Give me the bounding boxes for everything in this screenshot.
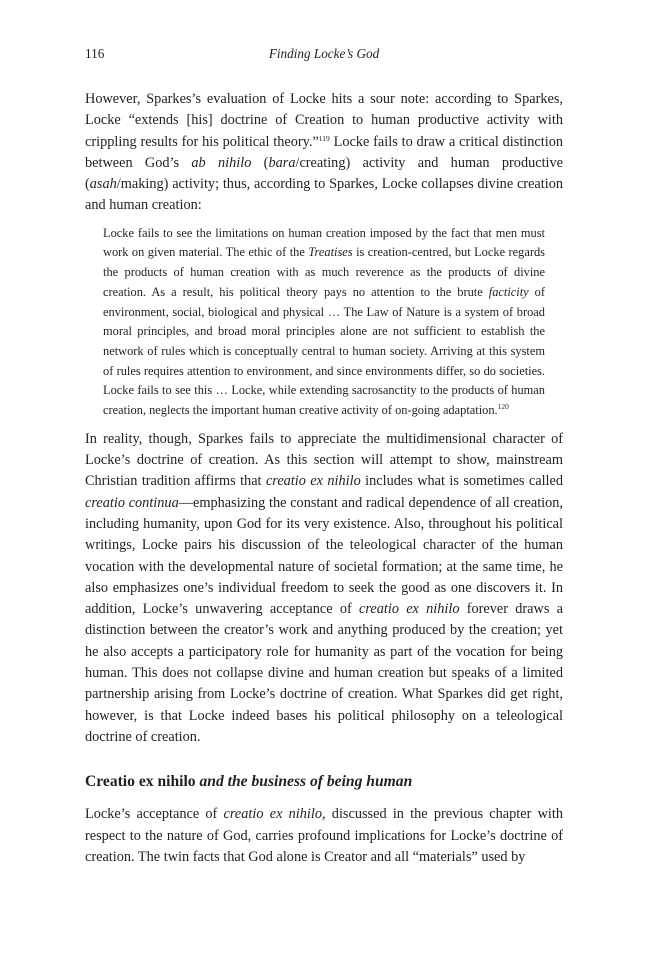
italic-term: asah — [89, 176, 117, 193]
italic-term: creatio ex nihilo — [359, 601, 460, 618]
paragraph-2 — [85, 429, 563, 748]
page-number: 116 — [85, 46, 105, 61]
footnote-ref-120[interactable]: 120 — [497, 402, 509, 412]
text-run: , discussed in the previous chapter with respect to the nature of God, carries profound implications for Locke’s doctrine of creation. The twin facts that God alone is Creator and all “materials” used by — [85, 806, 564, 865]
heading-roman: Creatio ex nihilo — [85, 773, 196, 791]
text-run: forever draws a distinction between the creator’s work and anything produced by the creation; yet he also accepts a participatory role for humanity as part of the vocation for being human. This does not collapse divine and human creation but speaks of a limited partnership arising from Locke’s doctrine of creation. What Sparkes did get right, however, is that Locke indeed bases his political philosophy on a teleological doctrine of creation. — [85, 601, 564, 745]
text-run: includes what is sometimes called — [360, 473, 564, 490]
heading-italic: and the business of being human — [195, 773, 413, 791]
text-run: Locke’s acceptance of — [85, 806, 224, 823]
block-quote — [103, 224, 545, 421]
text-run: /making) activity; thus, according to Sparkes, Locke collapses divine creation and human creation: — [85, 176, 563, 214]
italic-term: creatio ex nihilo — [265, 473, 361, 490]
text-run: ( — [251, 154, 269, 171]
text-run: In reality, though, Sparkes fails to appreciate the multidimensional character of Locke’s doctrine of creation. As this section will attempt to show, mainstream Christian tradition affirms that — [85, 430, 563, 490]
italic-term: creatio ex nihilo — [223, 806, 322, 823]
text-run: /creating) activity and human productive ( — [85, 154, 564, 193]
paragraph-1 — [85, 89, 563, 217]
text-run: —emphasizing the constant and radical dependence of all creation, including humanity, upon God for its very existence. Also, throughout his political writings, Locke pairs his discussion of the teleological character of the human vocation with the developmental nature of societal formation; at the same time, he also emphasizes one’s individual freedom to seek the good as one discovers it. In addition, Locke’s unwavering acceptance of — [85, 494, 564, 618]
section-heading — [85, 772, 563, 792]
paragraph-3 — [85, 804, 563, 868]
text-run: Locke fails to draw a critical distinction between God’s — [85, 133, 563, 171]
italic-term: Treatises — [308, 245, 353, 260]
text-run: Locke fails to see the limitations on human creation imposed by the fact that men must work on given material. The ethic of the — [103, 225, 545, 260]
italic-term: creatio continua — [85, 494, 179, 511]
text-run: is creation-centred, but Locke regards the products of human creation with as much reverence as the products of divine creation. As a result, his political theory pays no attention to the brute — [103, 245, 545, 299]
italic-term: ab nihilo — [191, 154, 252, 171]
footnote-ref-119[interactable]: 119 — [318, 133, 330, 143]
text-run: of environment, social, biological and physical … The Law of Nature is a system of broad moral principles, and broad moral principles alone are not sufficient to establish the network of rules which is conceptually central to human society. Arriving at this system of rules requires attention to environment, and since environments differ, so do societies. Locke fails to see this … Locke, while extending sacrosanctity to the products of human creation, neglects the important human creative activity of on-going adaptation. — [103, 284, 546, 418]
text-run: However, Sparkes’s evaluation of Locke hits a sour note: according to Sparkes, Locke “extends [his] doctrine of Creation to human productive activity with crippling results for his political theory.” — [85, 91, 563, 150]
running-title: Finding Locke’s God — [268, 46, 380, 61]
body-text — [85, 89, 563, 868]
italic-term: facticity — [488, 284, 529, 299]
italic-term: bara — [268, 154, 296, 171]
